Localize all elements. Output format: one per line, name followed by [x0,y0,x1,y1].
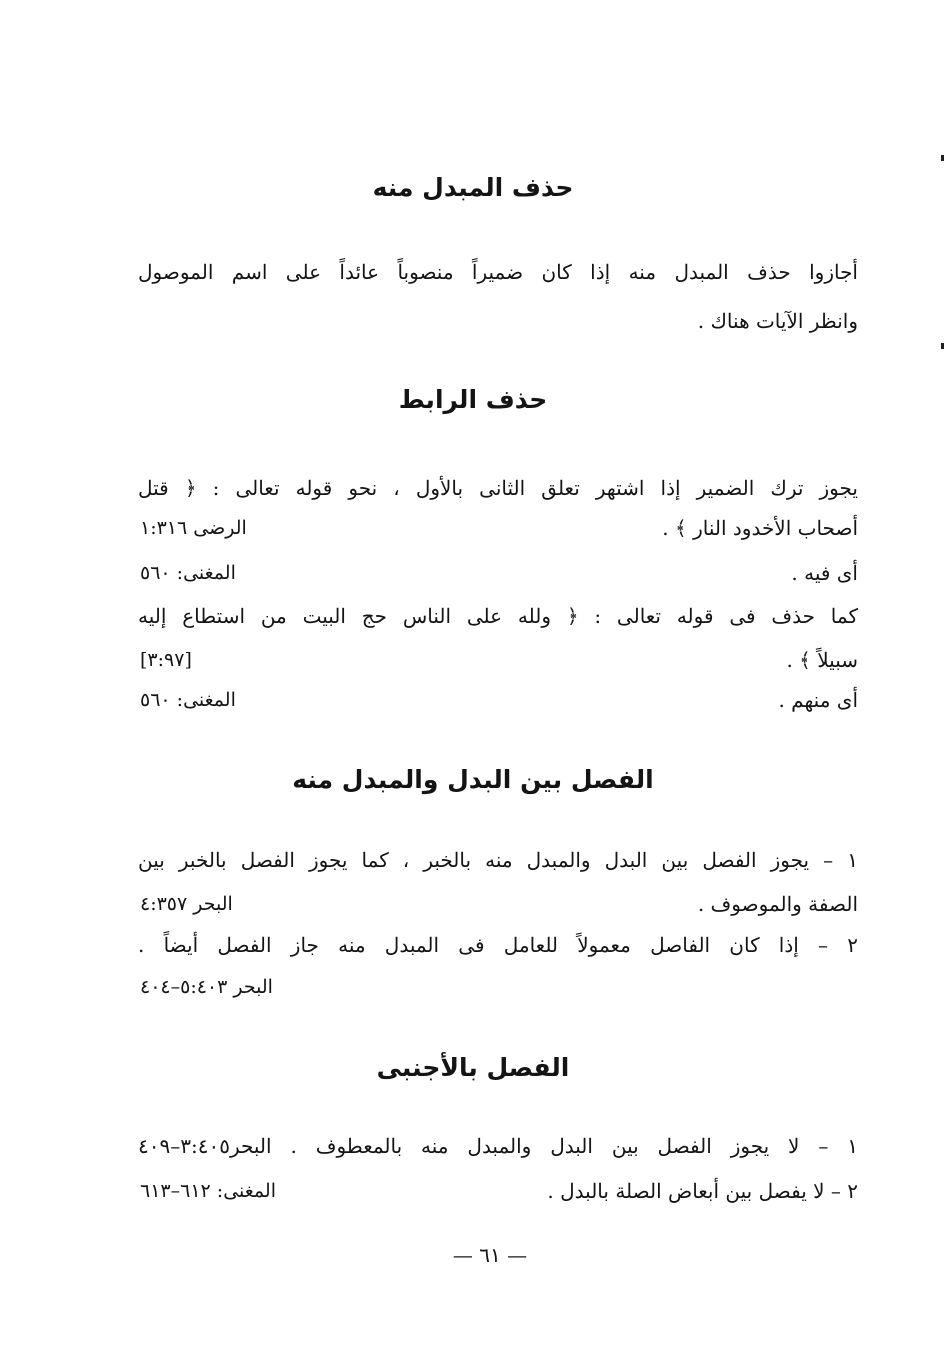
scan-speck [941,155,944,161]
body-line: كما حذف فى قوله تعالى : ﴿ ولله على الناس حج البيت من استطاع إليه [138,604,858,628]
source-reference: المغنى: ٥٦٠ [140,562,236,584]
body-line: أجازوا حذف المبدل منه إذا كان ضميراً منصوباً عائداً على اسم الموصول [138,260,858,284]
body-line: الصفة والموصوف . [697,892,858,916]
source-reference: المغنى: ٥٦٠ [140,689,236,711]
quran-reference: [٣:٩٧] [140,649,192,671]
body-line: ٢ – إذا كان الفاصل معمولاً للعامل فى المبدل منه جاز الفصل أيضاً . [138,933,858,957]
body-line: ١ – لا يجوز الفصل بين البدل والمبدل منه بالمعطوف . البحر٣:٤٠٥–٤٠٩ [138,1134,858,1158]
section-title-separation: الفصل بين البدل والمبدل منه [292,765,654,794]
source-reference: البحر ٤:٣٥٧ [140,893,233,915]
page-number: — ٦١ — [452,1243,528,1267]
body-line: يجوز ترك الضمير إذا اشتهر تعلق الثانى بالأول ، نحو قوله تعالى : ﴿ قتل [138,476,858,500]
body-line: ٢ – لا يفصل بين أبعاض الصلة بالبدل . [547,1179,858,1203]
section-title-foreign-separation: الفصل بالأجنبى [376,1053,570,1082]
source-reference: المغنى: ٦١٢–٦١٣ [140,1180,276,1202]
source-reference: البحر ٥:٤٠٣–٤٠٤ [140,976,273,998]
body-line: وانظر الآيات هناك . [697,309,858,333]
section-title-omit-mubdal-minhu: حذف المبدل منه [372,173,574,202]
scan-speck [941,343,944,349]
body-line: ١ – يجوز الفصل بين البدل والمبدل منه بالخبر ، كما يجوز الفصل بالخبر بين [138,848,858,872]
body-line: أى منهم . [778,688,858,712]
source-reference: الرضى ١:٣١٦ [140,517,247,539]
section-title-omit-rabit: حذف الرابط [398,385,548,414]
body-line: سبيلاً ﴾ . [786,648,858,672]
body-line: أصحاب الأخدود النار ﴾ . [662,516,858,540]
body-line: أى فيه . [791,561,858,585]
